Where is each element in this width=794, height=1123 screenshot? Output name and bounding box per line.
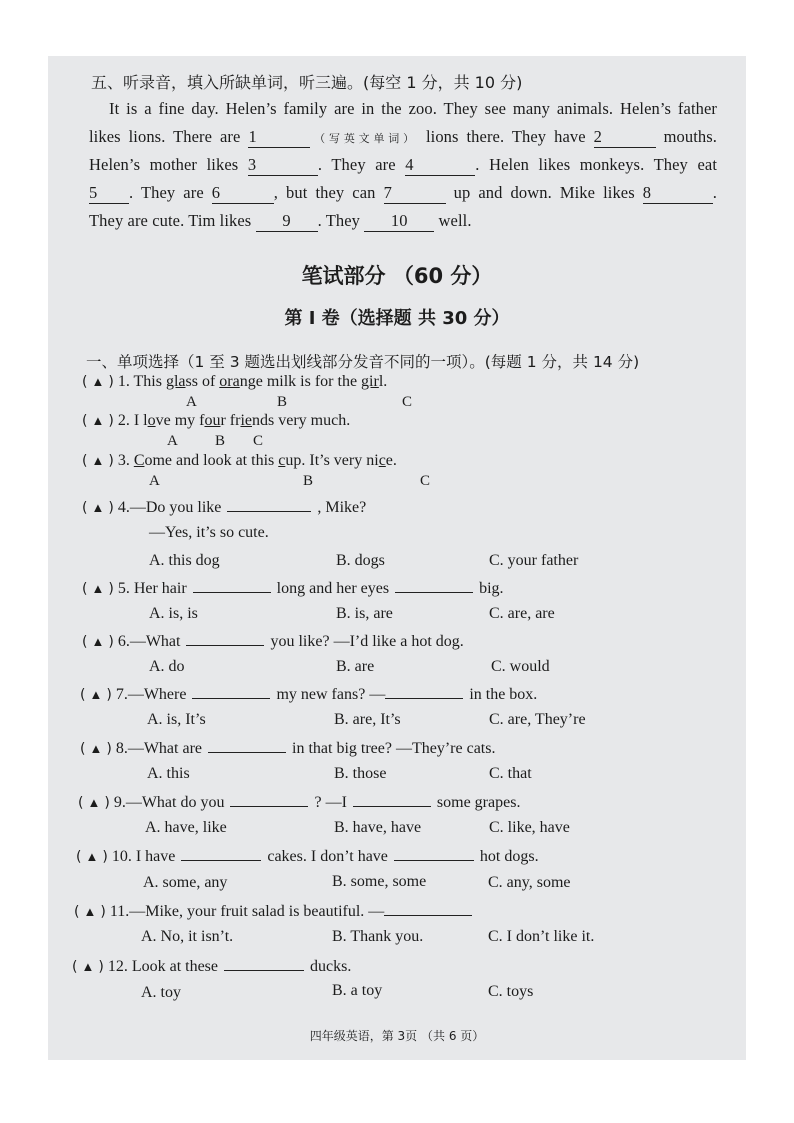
answer-slot-icon[interactable]: ▲: [83, 904, 97, 919]
answer-blank[interactable]: [192, 684, 270, 699]
question-9: ( ▲ ) 9.—What do you ? —I some grapes.: [78, 794, 521, 811]
answer-slot-icon[interactable]: ▲: [91, 500, 105, 515]
answer-blank[interactable]: [395, 578, 473, 593]
option-a[interactable]: A. have, like: [145, 819, 227, 836]
question-11: ( ▲ ) 11.—Mike, your fruit salad is beautiful. —: [74, 901, 478, 925]
blank-1[interactable]: 1: [248, 127, 310, 148]
blank-9[interactable]: 9: [256, 211, 318, 232]
option-a[interactable]: A. No, it isn’t.: [141, 928, 234, 945]
answer-slot-icon[interactable]: ▲: [91, 413, 105, 428]
answer-slot-icon[interactable]: ▲: [91, 634, 105, 649]
section5-title: 五、听录音，填入所缺单词，听三遍。(每空 1 分，共 10 分): [91, 73, 523, 92]
answer-blank[interactable]: [227, 497, 311, 512]
option-c[interactable]: C. any, some: [488, 874, 571, 891]
blank-10[interactable]: 10: [364, 211, 434, 232]
option-a[interactable]: A. this dog: [149, 552, 220, 569]
option-b[interactable]: B. are: [336, 658, 375, 675]
question-3: ( ▲ ) 3. Come and look at this cup. It’s very nice.: [82, 452, 397, 469]
exam-page: [48, 56, 746, 1060]
label-a: A: [186, 394, 197, 410]
option-c[interactable]: C. that: [489, 765, 532, 782]
option-b[interactable]: B. is, are: [336, 605, 393, 622]
answer-slot-icon[interactable]: ▲: [81, 959, 95, 974]
option-c[interactable]: C. like, have: [489, 819, 570, 836]
label-c: C: [402, 394, 413, 410]
answer-blank[interactable]: [193, 578, 271, 593]
question-2: ( ▲ ) 2. I love my four friends very much.: [82, 412, 351, 429]
option-b[interactable]: B. Thank you.: [332, 928, 424, 945]
answer-blank[interactable]: [186, 631, 264, 646]
label-a: A: [167, 433, 178, 449]
label-c: C: [420, 473, 431, 489]
question-7: ( ▲ ) 7.—Where my new fans? — in the box.: [80, 686, 538, 703]
passage-line-5: They are cute. Tim likes 9 . They 10 well.: [89, 211, 472, 230]
question-6: ( ▲ ) 6.—What you like? —I’d like a hot dog.: [82, 633, 464, 650]
question-12: ( ▲ ) 12. Look at these ducks.: [72, 958, 352, 975]
option-b[interactable]: B. some, some: [332, 873, 427, 890]
answer-blank[interactable]: [385, 684, 463, 699]
option-a[interactable]: A. is, It’s: [147, 711, 206, 728]
answer-slot-icon[interactable]: ▲: [91, 374, 105, 389]
option-a[interactable]: A. do: [149, 658, 185, 675]
option-c[interactable]: C. would: [491, 658, 550, 675]
option-c[interactable]: C. are, are: [489, 605, 555, 622]
blank-8[interactable]: 8: [643, 183, 713, 204]
blank-6[interactable]: 6: [212, 183, 274, 204]
label-b: B: [303, 473, 314, 489]
option-c[interactable]: C. I don’t like it.: [488, 928, 595, 945]
passage-line-4: 5 . They are 6 , but they can 7 up and down. Mike likes 8 .: [89, 183, 718, 202]
volume-title: 第 I 卷（选择题 共 30 分）: [284, 308, 510, 329]
answer-blank[interactable]: [353, 792, 431, 807]
answer-blank[interactable]: [384, 901, 472, 916]
label-b: B: [215, 433, 226, 449]
passage-line-2: likes lions. There are 1 （写英文单词） lions there. They have 2 mouths.: [89, 127, 718, 146]
label-b: B: [277, 394, 288, 410]
passage-line-3: Helen’s mother likes 3 . They are 4 . Helen likes monkeys. They eat: [89, 155, 717, 174]
option-a[interactable]: A. toy: [141, 984, 181, 1001]
blank-note: （写英文单词）: [310, 132, 418, 145]
blank-3[interactable]: 3: [248, 155, 318, 176]
answer-slot-icon[interactable]: ▲: [89, 687, 103, 702]
option-c[interactable]: C. your father: [489, 552, 579, 569]
option-b[interactable]: B. are, It’s: [334, 711, 401, 728]
option-a[interactable]: A. is, is: [149, 605, 198, 622]
blank-7[interactable]: 7: [384, 183, 446, 204]
blank-4[interactable]: 4: [405, 155, 475, 176]
question-4: ( ▲ ) 4.—Do you like , Mike?: [82, 499, 367, 516]
answer-slot-icon[interactable]: ▲: [89, 741, 103, 756]
passage-line-1: It is a fine day. Helen’s family are in the zoo. They see many animals. Helen’s father: [109, 99, 717, 118]
answer-blank[interactable]: [181, 846, 261, 861]
answer-blank[interactable]: [394, 846, 474, 861]
option-c[interactable]: C. are, They’re: [489, 711, 586, 728]
option-b[interactable]: B. those: [334, 765, 387, 782]
blank-5[interactable]: 5: [89, 183, 129, 204]
answer-slot-icon[interactable]: ▲: [87, 795, 101, 810]
label-a: A: [149, 473, 160, 489]
answer-blank[interactable]: [230, 792, 308, 807]
option-a[interactable]: A. some, any: [143, 874, 228, 891]
option-b[interactable]: B. a toy: [332, 982, 383, 999]
answer-slot-icon[interactable]: ▲: [85, 849, 99, 864]
question-8: ( ▲ ) 8.—What are in that big tree? —They’re cats.: [80, 740, 496, 757]
option-a[interactable]: A. this: [147, 765, 190, 782]
answer-blank[interactable]: [224, 956, 304, 971]
question-10: ( ▲ ) 10. I have cakes. I don’t have hot dogs.: [76, 848, 539, 865]
option-c[interactable]: C. toys: [488, 983, 534, 1000]
section1-title: 一、单项选择（1 至 3 题选出划线部分发音不同的一项）。(每题 1 分，共 14 分): [86, 353, 640, 371]
answer-blank[interactable]: [208, 738, 286, 753]
blank-2[interactable]: 2: [594, 127, 656, 148]
question-5: ( ▲ ) 5. Her hair long and her eyes big.: [82, 580, 504, 597]
question-1: ( ▲ ) 1. This glass of orange milk is for the girl.: [82, 373, 388, 390]
question-4-reply: —Yes, it’s so cute.: [149, 524, 269, 541]
answer-slot-icon[interactable]: ▲: [91, 453, 105, 468]
written-part-title: 笔试部分 （60 分）: [301, 264, 493, 288]
answer-slot-icon[interactable]: ▲: [91, 581, 105, 596]
page-footer: 四年级英语，第 3页 （共 6 页）: [309, 1029, 485, 1043]
option-b[interactable]: B. dogs: [336, 552, 385, 569]
option-b[interactable]: B. have, have: [334, 819, 422, 836]
label-c: C: [253, 433, 264, 449]
